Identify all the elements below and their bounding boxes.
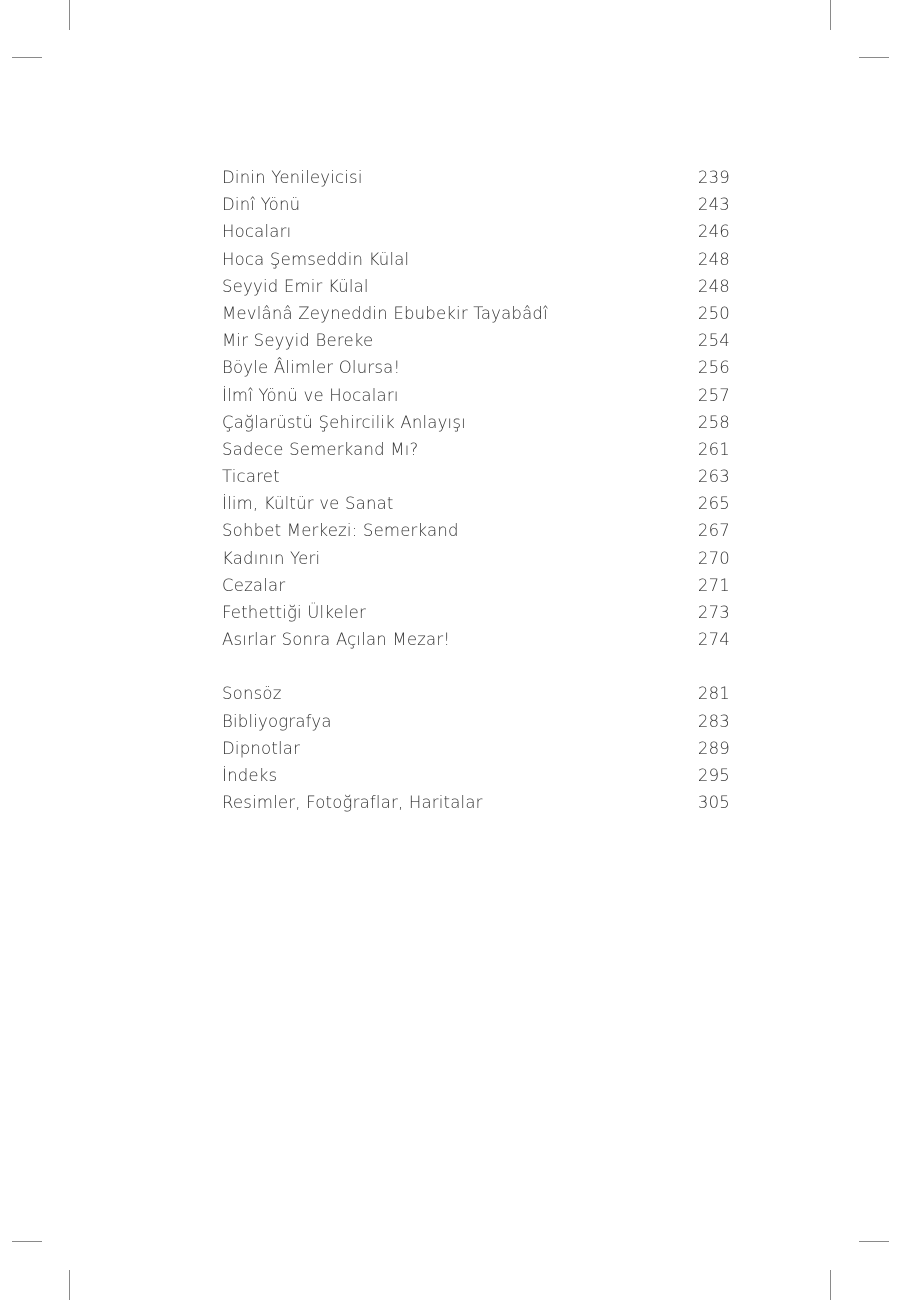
crop-mark [12, 57, 42, 58]
toc-entry [222, 789, 730, 816]
toc-entry-title: Dinin Yenileyicisi [222, 168, 363, 187]
toc-entry [222, 354, 730, 381]
toc-entry-title: Bibliyografya [222, 711, 332, 731]
toc-entry-page: 248 [697, 276, 730, 296]
toc-entry [222, 708, 730, 735]
toc-entry [222, 300, 730, 327]
toc-entry-title: Mevlânâ Zeyneddin Ebubekir Tayabâdî [222, 303, 548, 323]
toc-entry-title: Sadece Semerkand Mı? [222, 439, 419, 459]
toc-entry-title: Cezalar [222, 575, 286, 595]
crop-mark [69, 0, 70, 30]
toc-entry [222, 545, 730, 572]
toc-entry-page: 265 [697, 494, 730, 514]
toc-entry [222, 762, 730, 789]
toc-entry-page: 239 [697, 168, 730, 187]
toc-entry [222, 517, 730, 544]
toc-entry [222, 218, 730, 245]
toc-entry-title: Ticaret [222, 467, 280, 487]
crop-mark [859, 57, 889, 58]
toc-entry-page: 257 [697, 385, 730, 405]
toc-entry-title: Fethettiği Ülkeler [222, 603, 366, 622]
toc-entry-page: 261 [697, 439, 730, 459]
toc-entry [222, 164, 730, 191]
toc-entry [222, 490, 730, 517]
toc-entry-title: Resimler, Fotoğraflar, Haritalar [222, 793, 483, 813]
toc-entry-page: 270 [697, 548, 730, 568]
toc-entry [222, 246, 730, 273]
toc-back-matter [222, 680, 730, 816]
crop-mark [830, 1270, 831, 1300]
toc-entry-title: Mir Seyyid Bereke [222, 331, 374, 351]
toc-entry-title: Dinî Yönü [222, 195, 301, 215]
toc-entry-title: İlmî Yönü ve Hocaları [222, 385, 399, 405]
toc-entry-title: Böyle Âlimler Olursa! [222, 358, 401, 378]
toc-entry [222, 572, 730, 599]
toc-entry-page: 258 [697, 412, 730, 432]
crop-mark [69, 1270, 70, 1300]
toc-entry-page: 271 [697, 575, 730, 595]
toc-entry-page: 256 [697, 358, 730, 378]
toc-entry-page: 295 [697, 765, 730, 785]
toc-main-entries [222, 164, 730, 653]
toc-entry-page: 243 [697, 195, 730, 215]
toc-entry-page: 248 [697, 249, 730, 269]
toc-entry-page: 274 [697, 630, 730, 650]
toc-entry [222, 626, 730, 653]
toc-entry-title: Kadının Yeri [222, 548, 321, 568]
toc-entry-title: Hoca Şemseddin Külal [222, 249, 410, 269]
toc-entry [222, 735, 730, 762]
toc-entry-page: 283 [697, 711, 730, 731]
toc-entry-title: Asırlar Sonra Açılan Mezar! [222, 630, 451, 650]
toc-entry-page: 267 [697, 521, 730, 541]
toc-entry-page: 305 [697, 793, 730, 813]
toc-entry-page: 254 [697, 331, 730, 351]
toc-entry-title: Hocaları [222, 222, 292, 242]
toc-entry [222, 599, 730, 626]
toc-entry [222, 409, 730, 436]
crop-mark [12, 1241, 42, 1242]
toc-entry-page: 250 [697, 303, 730, 323]
table-of-contents [222, 164, 730, 816]
toc-entry-title: Dipnotlar [222, 738, 301, 758]
crop-mark [859, 1241, 889, 1242]
toc-entry-page: 263 [697, 467, 730, 487]
toc-entry-page: 246 [697, 222, 730, 242]
crop-mark [830, 0, 831, 30]
toc-entry [222, 436, 730, 463]
toc-entry [222, 191, 730, 218]
toc-entry-title: Sonsöz [222, 684, 282, 704]
toc-entry-title: Seyyid Emir Külal [222, 276, 369, 296]
toc-entry-page: 273 [697, 603, 730, 622]
toc-entry [222, 327, 730, 354]
toc-entry [222, 680, 730, 707]
toc-entry [222, 463, 730, 490]
toc-entry-title: İndeks [222, 765, 278, 785]
toc-entry-page: 289 [697, 738, 730, 758]
toc-entry-title: İlim, Kültür ve Sanat [222, 494, 394, 514]
toc-entry [222, 273, 730, 300]
toc-entry-page: 281 [697, 684, 730, 704]
toc-entry [222, 382, 730, 409]
toc-entry-title: Sohbet Merkezi: Semerkand [222, 521, 459, 541]
toc-entry-title: Çağlarüstü Şehircilik Anlayışı [222, 412, 466, 432]
